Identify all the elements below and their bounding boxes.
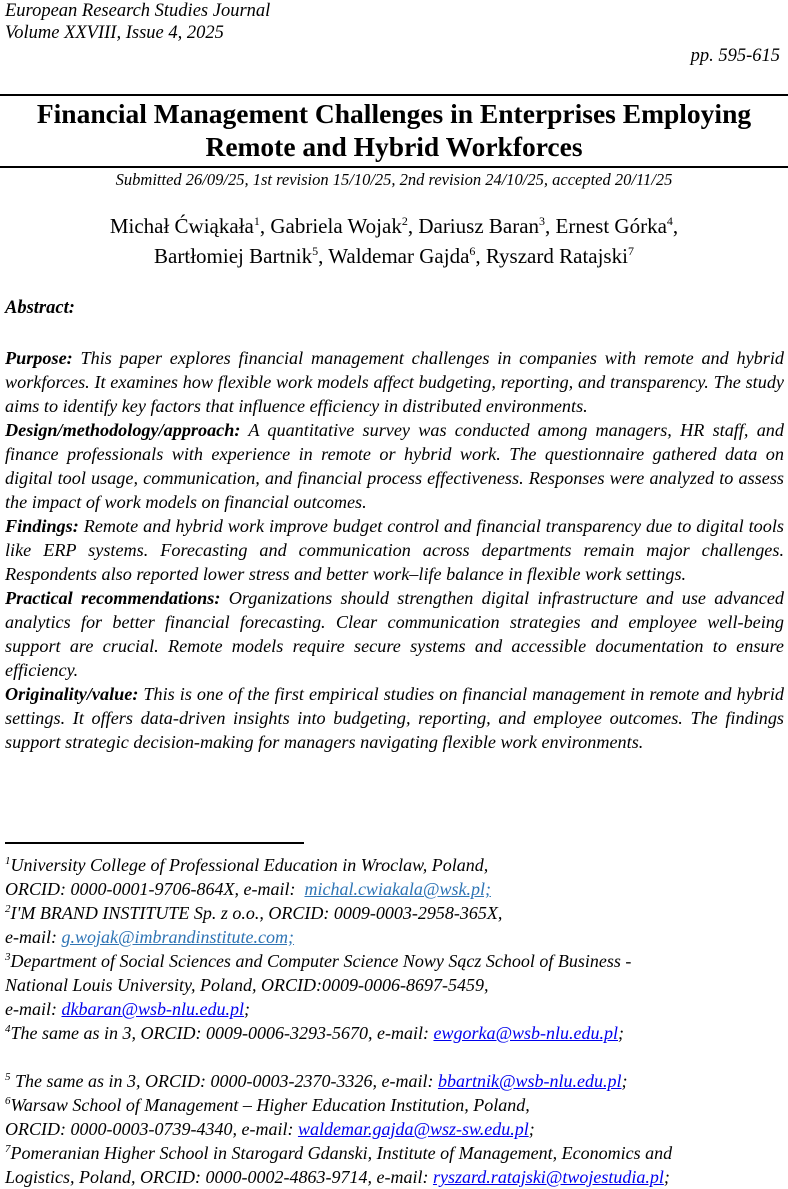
footnote-1-line-2 xyxy=(5,877,785,901)
abstract-originality xyxy=(5,682,784,754)
affiliation-text: Pomeranian Higher School in Starogard Gdanski, Institute of Management, Economics and xyxy=(10,1143,673,1163)
section-label: Findings: xyxy=(5,516,79,536)
author-affiliation-ref: 3 xyxy=(539,214,546,228)
author-line-2 xyxy=(0,241,788,271)
footnote-2-line-2 xyxy=(5,925,785,949)
author-affiliation-ref: 6 xyxy=(469,244,476,258)
author-list xyxy=(0,211,788,271)
abstract-heading: Abstract: xyxy=(5,298,75,318)
paper-title-line-1: Financial Management Challenges in Enterprises Employing xyxy=(36,98,752,129)
author-affiliation-ref: 4 xyxy=(666,214,673,228)
footnote-7-line-2 xyxy=(5,1165,785,1189)
section-text: This is one of the first empirical studies on financial management in remote and hybrid settings. It offers data-driven insights into budgeting, reporting, and employee outcomes. The findings support strategic decision-making for managers navigating flexible work environments. xyxy=(5,684,784,752)
author-separator: , xyxy=(672,214,679,238)
footnote-number: 7 xyxy=(5,1143,11,1155)
author-separator: , xyxy=(318,244,329,268)
author-separator: , xyxy=(259,214,271,238)
punctuation: ; xyxy=(244,999,251,1019)
footnote-number: 5 xyxy=(5,1071,11,1083)
email-link[interactable]: waldemar.gajda@wsz-sw.edu.pl xyxy=(297,1119,529,1139)
email-link[interactable]: ewgorka@wsb-nlu.edu.pl xyxy=(433,1023,618,1043)
author-name: Dariusz Baran xyxy=(418,214,540,238)
affiliation-text: I'M BRAND INSTITUTE Sp. z o.o., ORCID: 0009-0003-2958-365X, xyxy=(10,903,503,923)
author-name: Ernest Górka xyxy=(555,214,667,238)
author-name: Gabriela Wojak xyxy=(270,214,402,238)
section-text: This paper explores financial management challenges in companies with remote and hybrid workforces. It examines how flexible work models affect budgeting, reporting, and transparency. The study aims to identify key factors that influence efficiency in distributed environments. xyxy=(5,348,784,416)
orcid-text: ORCID: 0000-0001-9706-864X, e-mail: xyxy=(5,879,305,899)
footnote-3-line-3 xyxy=(5,997,785,1021)
email-link[interactable]: bbartnik@wsb-nlu.edu.pl xyxy=(437,1071,622,1091)
author-affiliation-ref: 2 xyxy=(401,214,408,228)
affiliation-text: University College of Professional Education in Wroclaw, Poland, xyxy=(10,855,489,875)
punctuation: ; xyxy=(663,1167,670,1187)
footnote-3-line-2: National Louis University, Poland, ORCID:0009-0006-8697-5459, xyxy=(5,975,489,995)
author-name: Michał Ćwiąkała xyxy=(109,214,254,238)
author-affiliation-ref: 5 xyxy=(312,244,319,258)
author-separator: , xyxy=(475,244,486,268)
footnote-number: 4 xyxy=(5,1023,11,1035)
email-link[interactable]: michal.cwiakala@wsk.pl; xyxy=(304,879,491,899)
footnote-2-line-1 xyxy=(5,901,785,925)
author-separator: , xyxy=(545,214,556,238)
section-label: Design/methodology/approach: xyxy=(5,420,241,440)
footnotes xyxy=(5,853,785,1189)
author-affiliation-ref: 7 xyxy=(627,244,634,258)
author-affiliation-ref: 1 xyxy=(253,214,260,228)
submission-dates: Submitted 26/09/25, 1st revision 15/10/25, 2nd revision 24/10/25, accepted 20/11/25 xyxy=(115,170,673,189)
author-separator: , xyxy=(407,214,419,238)
affiliation-text: The same as in 3, ORCID: 0000-0003-2370-3326, e-mail: xyxy=(10,1071,438,1091)
author-name: Waldemar Gajda xyxy=(328,244,470,268)
footnote-number: 2 xyxy=(5,903,11,915)
footnote-1-line-1 xyxy=(5,853,785,877)
email-prefix: e-mail: xyxy=(5,999,62,1019)
footnote-number: 6 xyxy=(5,1095,11,1107)
footnote-number: 3 xyxy=(5,951,11,963)
title-bottom-rule xyxy=(0,166,788,168)
section-text: A quantitative survey was conducted among managers, HR staff, and finance professionals with experience in remote or hybrid work. The questionnaire gathered data on digital tool usage, communication, and financial process effectiveness. Responses were analyzed to assess the impact of work models on financial outcomes. xyxy=(5,420,784,512)
abstract-design xyxy=(5,418,784,514)
affiliation-text: Department of Social Sciences and Computer Science Nowy Sącz School of Business - xyxy=(10,951,632,971)
volume-issue: Volume XXVIII, Issue 4, 2025 xyxy=(5,23,224,43)
abstract-body xyxy=(5,346,784,754)
footnote-4 xyxy=(5,1021,785,1045)
paper-title xyxy=(0,97,788,163)
footnote-gap xyxy=(5,1045,785,1069)
section-text: Organizations should strengthen digital infrastructure and use advanced analytics for better financial forecasting. Clear communication strategies and employee well-being support are crucial. Remote models require secure systems and accessible documentation to ensure efficiency. xyxy=(5,588,784,680)
footnote-7-line-1 xyxy=(5,1141,785,1165)
punctuation: ; xyxy=(618,1023,624,1043)
footnote-3-line-1 xyxy=(5,949,785,973)
author-line-1 xyxy=(0,211,788,241)
abstract-findings xyxy=(5,514,784,586)
footnote-5 xyxy=(5,1069,785,1093)
email-link[interactable]: ryszard.ratajski@twojestudia.pl xyxy=(432,1167,664,1187)
page-range: pp. 595-615 xyxy=(690,46,780,66)
affiliation-text: Warsaw School of Management – Higher Education Institution, Poland, xyxy=(10,1095,530,1115)
affiliation-text: The same as in 3, ORCID: 0009-0006-3293-5670, e-mail: xyxy=(10,1023,434,1043)
orcid-text: Logistics, Poland, ORCID: 0000-0002-4863-9714, e-mail: xyxy=(5,1167,433,1187)
punctuation: ; xyxy=(621,1071,628,1091)
paper-title-line-2: Remote and Hybrid Workforces xyxy=(205,131,583,162)
email-prefix: e-mail: xyxy=(5,927,62,947)
footnote-6-line-2 xyxy=(5,1117,785,1141)
journal-name: European Research Studies Journal xyxy=(5,1,271,21)
abstract-recommendations xyxy=(5,586,784,682)
section-label: Practical recommendations: xyxy=(5,588,221,608)
footnote-separator xyxy=(5,842,304,844)
email-link[interactable]: dkbaran@wsb-nlu.edu.pl xyxy=(61,999,245,1019)
email-link[interactable]: g.wojak@imbrandinstitute.com; xyxy=(61,927,295,947)
punctuation: ; xyxy=(528,1119,535,1139)
section-label: Purpose: xyxy=(5,348,73,368)
orcid-text: ORCID: 0000-0003-0739-4340, e-mail: xyxy=(5,1119,298,1139)
section-label: Originality/value: xyxy=(5,684,139,704)
abstract-purpose xyxy=(5,346,784,418)
author-name: Ryszard Ratajski xyxy=(485,244,628,268)
author-name: Bartłomiej Bartnik xyxy=(154,244,313,268)
footnote-6-line-1 xyxy=(5,1093,785,1117)
title-top-rule xyxy=(0,94,788,96)
footnote-number: 1 xyxy=(5,855,11,867)
section-text: Remote and hybrid work improve budget control and financial transparency due to digital tools like ERP systems. Forecasting and communication across departments remain major challenges. Respondents also reported lower stress and better work–life balance in flexible work settings. xyxy=(5,516,784,584)
